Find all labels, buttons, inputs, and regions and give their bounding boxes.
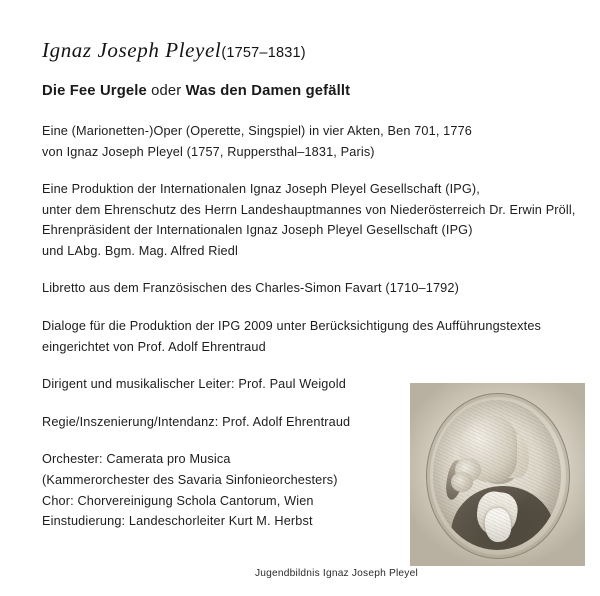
text-line: Einstudierung: Landeschorleiter Kurt M. Herbst: [42, 514, 313, 529]
text-line: Chor: Chorvereinigung Schola Cantorum, Wien: [42, 493, 314, 508]
work-title-part-1: Die Fee Urgele: [42, 83, 147, 99]
composer-dates: (1757–1831): [221, 45, 306, 61]
text-line: Regie/Inszenierung/Intendanz: Prof. Adolf Ehrentraud: [42, 414, 351, 429]
text-line: (Kammerorchester des Savaria Sinfonieorchesters): [42, 472, 338, 487]
work-title-conjunction: oder: [146, 83, 186, 99]
libretto-credit: [42, 278, 562, 299]
text-line: eingerichtet von Prof. Adolf Ehrentraud: [42, 339, 266, 354]
portrait-caption: Jugendbildnis Ignaz Joseph Pleyel: [255, 568, 418, 579]
text-line: Eine (Marionetten-)Oper (Operette, Singspiel) in vier Akten, Ben 701, 1776: [42, 124, 473, 138]
composer-heading: [42, 38, 562, 63]
text-line: und LAbg. Bgm. Mag. Alfred Riedl: [42, 243, 238, 258]
work-title-part-2: Was den Damen gefällt: [185, 83, 351, 99]
production-credits: [42, 179, 576, 261]
work-title: [42, 83, 562, 99]
text-line: Orchester: Camerata pro Musica: [42, 452, 231, 467]
dialogue-credit: [42, 316, 562, 357]
portrait-engraving-image: [410, 383, 585, 566]
text-line: von Ignaz Joseph Pleyel (1757, Ruppersthal–1831, Paris): [42, 144, 375, 159]
text-line: Dialoge für die Produktion der IPG 2009 unter Berücksichtigung des Aufführungstextes: [42, 319, 542, 334]
portrait-figure: [410, 383, 585, 566]
text-line: Dirigent und musikalischer Leiter: Prof. Paul Weigold: [42, 377, 346, 392]
text-line: unter dem Ehrenschutz des Herrn Landeshauptmannes von Niederösterreich Dr. Erwin Pröll,: [42, 202, 576, 217]
text-line: Eine Produktion der Internationalen Ignaz Joseph Pleyel Gesellschaft (IPG),: [42, 182, 480, 197]
text-line: Ehrenpräsident der Internationalen Ignaz Joseph Pleyel Gesellschaft (IPG): [42, 223, 473, 238]
portrait-oval-inner: [433, 400, 561, 550]
text-line: Libretto aus dem Französischen des Charles-Simon Favart (1710–1792): [42, 281, 459, 296]
portrait-wig-curl: [451, 472, 473, 492]
composer-name: Ignaz Joseph Pleyel: [42, 38, 222, 62]
work-description: [42, 121, 562, 162]
